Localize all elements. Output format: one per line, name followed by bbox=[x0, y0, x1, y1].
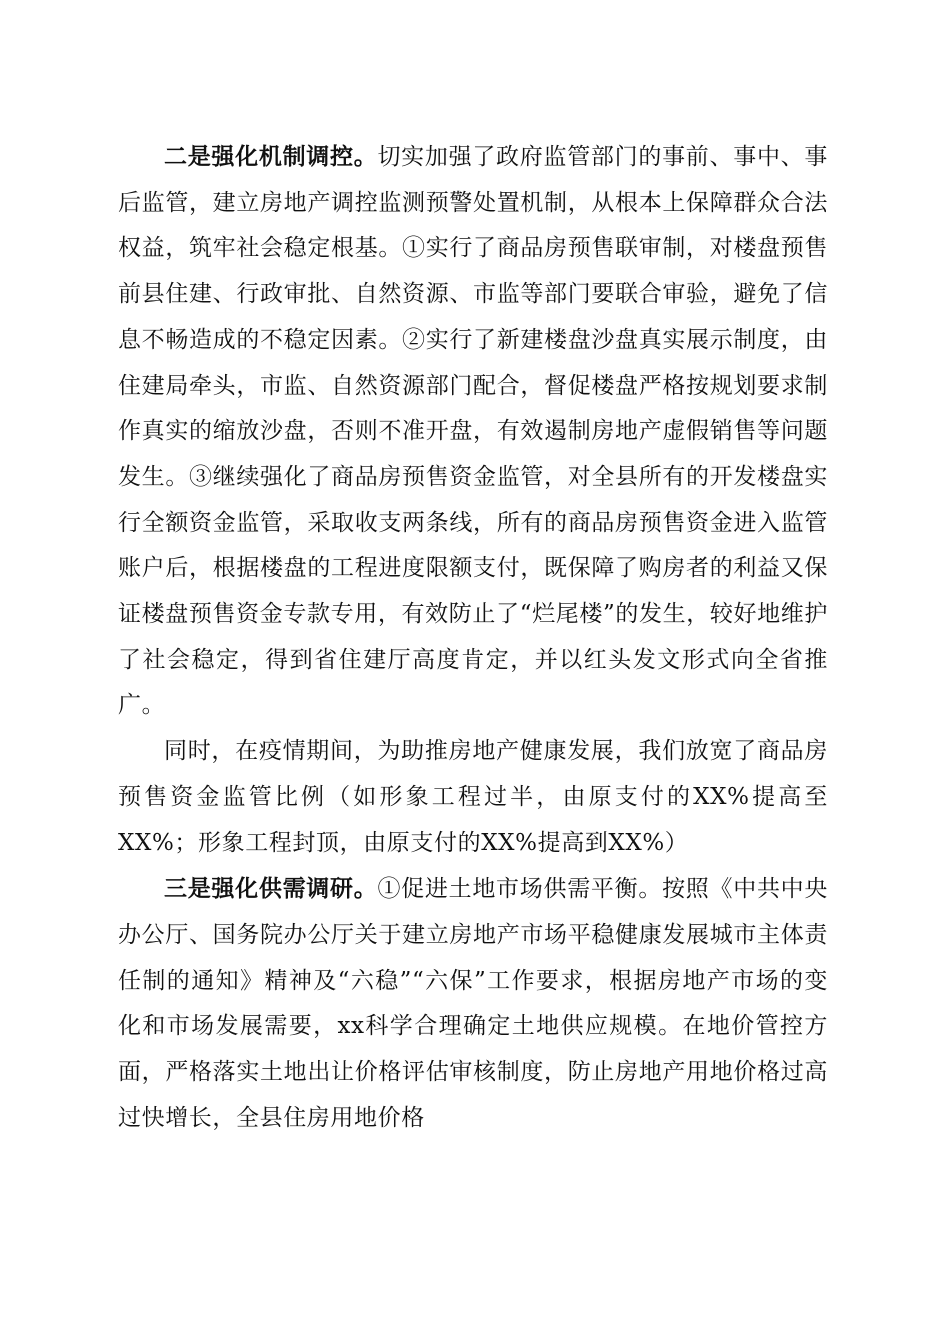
paragraph-pandemic-measures bbox=[118, 729, 828, 866]
paragraph-text: ①促进土地市场供需平衡。按照《中共中央办公厅、国务院办公厅关于建立房地产市场平稳健康发展城市主体责任制的通知》精神及“六稳”“六保”工作要求，根据房地产市场的变化和市场发展需要，xx科学合理确定土地供应规模。在地价管控方面，严格落实土地出让价格评估审核制度，防止房地产用地价格过高过快增长，全县住房用地价格 bbox=[118, 876, 828, 1131]
paragraph-text: 切实加强了政府监管部门的事前、事中、事后监管，建立房地产调控监测预警处置机制，从根本上保障群众合法权益，筑牢社会稳定根基。①实行了商品房预售联审制，对楼盘预售前县住建、行政审批、自然资源、市监等部门要联合审验，避免了信息不畅造成的不稳定因素。②实行了新建楼盘沙盘真实展示制度，由住建局牵头，市监、自然资源部门配合，督促楼盘严格按规划要求制作真实的缩放沙盘，否则不准开盘，有效遏制房地产虚假销售等问题发生。③继续强化了商品房预售资金监管，对全县所有的开发楼盘实行全额资金监管，采取收支两条线，所有的商品房预售资金进入监管账户后，根据楼盘的工程进度限额支付，既保障了购房者的利益又保证楼盘预售资金专款专用，有效防止了“烂尾楼”的发生，较好地维护了社会稳定，得到省住建厅高度肯定，并以红头发文形式向全省推广。 bbox=[118, 144, 828, 719]
paragraph-text: 同时，在疫情期间，为助推房地产健康发展，我们放宽了商品房预售资金监管比例（如形象工程过半，由原支付的XX%提高至XX%；形象工程封顶，由原支付的XX%提高到XX%） bbox=[118, 738, 828, 856]
document-body bbox=[118, 134, 828, 1141]
paragraph-mechanism-control bbox=[118, 134, 828, 729]
paragraph-heading: 二是强化机制调控。 bbox=[164, 143, 378, 170]
paragraph-heading: 三是强化供需调研。 bbox=[164, 875, 378, 903]
paragraph-supply-demand bbox=[118, 866, 828, 1141]
